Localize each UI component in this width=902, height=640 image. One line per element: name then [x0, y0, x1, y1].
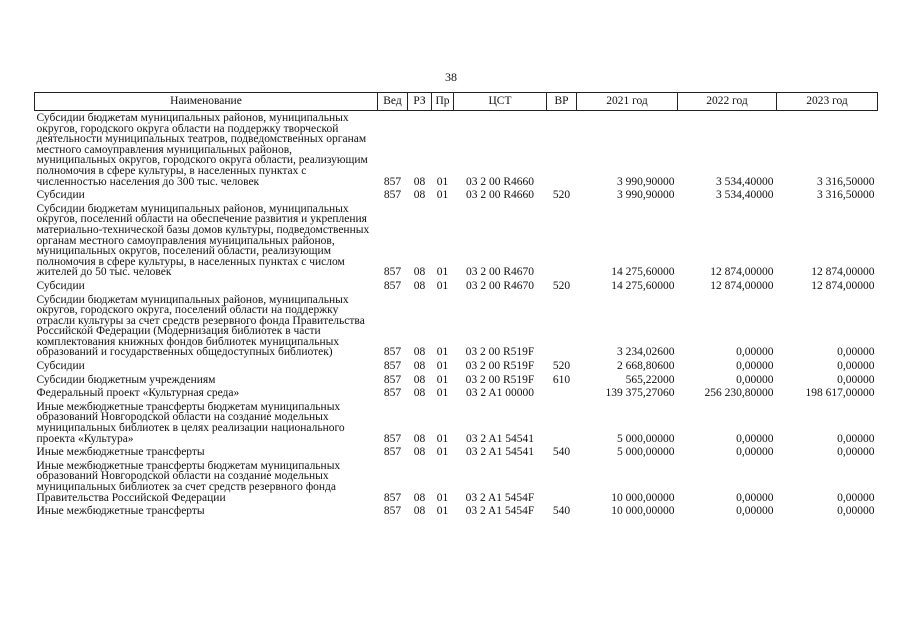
header-vr: ВР [547, 93, 577, 111]
row-pr: 01 [436, 266, 449, 279]
row-2021: 14 275,60000 [611, 266, 675, 279]
row-vr: 520 [552, 189, 571, 202]
row-2022: 12 874,00000 [710, 279, 774, 292]
table-row [35, 459, 878, 504]
row-vr: 610 [552, 373, 571, 386]
row-ved: 857 [383, 446, 402, 459]
row-pr: 01 [436, 189, 449, 202]
table-row [35, 359, 878, 373]
row-pr: 01 [436, 446, 449, 459]
row-2023: 12 874,00000 [811, 279, 875, 292]
table-row [35, 400, 878, 445]
row-pr: 01 [436, 175, 449, 188]
row-2022: 0,00000 [736, 346, 774, 359]
row-2021: 14 275,60000 [611, 279, 675, 292]
row-name: Иные межбюджетные трансферты бюджетам муниципальных образований Новгородской области на создание модельных муниципальных библиотек в целях реализации национального проекта «Культура» [36, 400, 345, 445]
row-rz: 08 [413, 387, 426, 400]
row-cst: 03 2 A1 00000 [465, 387, 535, 400]
row-cst: 03 2 A1 5454F [465, 491, 535, 504]
row-vr: 520 [552, 279, 571, 292]
table-row [35, 373, 878, 387]
row-2023: 0,00000 [837, 505, 875, 518]
row-ved: 857 [383, 432, 402, 445]
row-2022: 0,00000 [736, 360, 774, 373]
row-cst: 03 2 00 R4670 [465, 266, 535, 279]
row-cst: 03 2 00 R4670 [465, 279, 535, 292]
row-2022: 12 874,00000 [710, 266, 774, 279]
row-2021: 10 000,00000 [611, 505, 675, 518]
row-2021: 3 234,02600 [617, 346, 675, 359]
row-cst: 03 2 00 R4660 [465, 189, 535, 202]
row-ved: 857 [383, 346, 402, 359]
row-rz: 08 [413, 373, 426, 386]
row-pr: 01 [436, 373, 449, 386]
row-rz: 08 [413, 491, 426, 504]
row-2021: 3 990,90000 [617, 175, 675, 188]
row-name: Федеральный проект «Культурная среда» [36, 387, 240, 400]
row-cst: 03 2 A1 54541 [465, 432, 535, 445]
row-ved: 857 [383, 175, 402, 188]
row-rz: 08 [413, 360, 426, 373]
row-vr: 520 [552, 360, 571, 373]
table-body [35, 111, 878, 518]
row-pr: 01 [436, 505, 449, 518]
row-2023: 0,00000 [837, 446, 875, 459]
row-2022: 3 534,40000 [716, 175, 774, 188]
budget-table [34, 92, 878, 518]
row-ved: 857 [383, 387, 402, 400]
row-vr [547, 386, 577, 400]
row-ved: 857 [383, 189, 402, 202]
row-ved: 857 [383, 505, 402, 518]
row-2023: 198 617,00000 [805, 387, 875, 400]
row-2021: 3 990,90000 [617, 189, 675, 202]
row-cst: 03 2 00 R519F [465, 346, 535, 359]
row-vr [547, 293, 577, 360]
table-header [35, 93, 878, 111]
row-name: Субсидии бюджетам муниципальных районов, муниципальных округов, городского округа, поселений области на поддержку отрасли культуры за счет средств резервного фонда Правительства Российской Федерации (Модернизация библиотек в части комплектования книжных фондов библиотек муниципальных образований и государственных общедоступных библиотек) [36, 293, 365, 359]
table-row [35, 445, 878, 459]
row-name: Иные межбюджетные трансферты бюджетам муниципальных образований Новгородской области на создание модельных муниципальных библиотек за счет средств резервного фонда Правительства Российской Федерации [36, 459, 341, 504]
table-row [35, 279, 878, 293]
row-2021: 5 000,00000 [617, 432, 675, 445]
row-name: Субсидии бюджетам муниципальных районов, муниципальных округов, поселений области на обеспечение развития и укрепления материально-технической базы домов культуры, подведомственных органам местного самоуправления муниципальных районов, муниципальных округов, поселений области, реализующим полномочия в сфере культуры, в населенных пунктах с числом жителей до 50 тыс. человек [36, 202, 370, 279]
row-2022: 0,00000 [736, 432, 774, 445]
row-2021: 565,22000 [625, 373, 675, 386]
header-cst: ЦСТ [454, 93, 547, 111]
row-name: Иные межбюджетные трансферты [36, 505, 205, 518]
row-2023: 3 316,50000 [817, 175, 875, 188]
row-2023: 0,00000 [837, 346, 875, 359]
row-cst: 03 2 A1 54541 [465, 446, 535, 459]
row-2023: 0,00000 [837, 360, 875, 373]
row-cst: 03 2 00 R519F [465, 373, 535, 386]
row-vr [547, 459, 577, 504]
row-name: Субсидии бюджетам муниципальных районов, муниципальных округов, городского округа области на поддержку творческой деятельности муниципальных театров, подведомственных органам местного самоуправления муниципальных районов, муниципальных округов, городского округа области, реализующим полномочия в сфере культуры, в населенных пунктах с численностью населения до 300 тыс. человек [36, 112, 368, 188]
row-name: Субсидии [36, 360, 85, 373]
row-2021: 5 000,00000 [617, 446, 675, 459]
row-pr: 01 [436, 387, 449, 400]
row-cst: 03 2 00 R4660 [465, 175, 535, 188]
row-rz: 08 [413, 279, 426, 292]
row-2023: 0,00000 [837, 491, 875, 504]
header-row [35, 93, 878, 111]
row-2021: 2 668,80600 [617, 360, 675, 373]
header-2022: 2022 год [678, 93, 777, 111]
row-2022: 0,00000 [736, 446, 774, 459]
row-2022: 3 534,40000 [716, 189, 774, 202]
row-2022: 256 230,80000 [704, 387, 774, 400]
row-cst: 03 2 A1 5454F [465, 505, 535, 518]
row-vr: 540 [552, 505, 571, 518]
row-pr: 01 [436, 279, 449, 292]
row-2022: 0,00000 [736, 491, 774, 504]
table-row [35, 188, 878, 202]
table-row [35, 111, 878, 189]
row-name: Субсидии бюджетным учреждениям [36, 373, 216, 386]
header-2021: 2021 год [577, 93, 678, 111]
row-vr [547, 202, 577, 279]
header-name: Наименование [35, 93, 378, 111]
row-name: Иные межбюджетные трансферты [36, 446, 205, 459]
row-2021: 10 000,00000 [611, 491, 675, 504]
table-row [35, 504, 878, 518]
row-2023: 0,00000 [837, 373, 875, 386]
row-vr: 540 [552, 446, 571, 459]
row-ved: 857 [383, 266, 402, 279]
table-row [35, 293, 878, 360]
header-2023: 2023 год [777, 93, 878, 111]
row-2021: 139 375,27060 [605, 387, 675, 400]
row-vr [547, 400, 577, 445]
page-number: 38 [445, 70, 457, 84]
row-pr: 01 [436, 346, 449, 359]
row-rz: 08 [413, 266, 426, 279]
header-rz: РЗ [408, 93, 432, 111]
row-ved: 857 [383, 373, 402, 386]
row-rz: 08 [413, 189, 426, 202]
row-pr: 01 [436, 491, 449, 504]
row-rz: 08 [413, 346, 426, 359]
row-name: Субсидии [36, 279, 85, 292]
header-ved: Вед [378, 93, 408, 111]
row-rz: 08 [413, 505, 426, 518]
row-2022: 0,00000 [736, 505, 774, 518]
row-pr: 01 [436, 432, 449, 445]
row-ved: 857 [383, 360, 402, 373]
row-rz: 08 [413, 432, 426, 445]
row-vr [547, 111, 577, 189]
row-rz: 08 [413, 175, 426, 188]
row-2023: 0,00000 [837, 432, 875, 445]
row-ved: 857 [383, 491, 402, 504]
row-name: Субсидии [36, 189, 85, 202]
row-pr: 01 [436, 360, 449, 373]
row-cst: 03 2 00 R519F [465, 360, 535, 373]
header-pr: Пр [432, 93, 454, 111]
table-row [35, 202, 878, 279]
row-2023: 12 874,00000 [811, 266, 875, 279]
row-rz: 08 [413, 446, 426, 459]
row-ved: 857 [383, 279, 402, 292]
row-2022: 0,00000 [736, 373, 774, 386]
table-row [35, 386, 878, 400]
row-2023: 3 316,50000 [817, 189, 875, 202]
